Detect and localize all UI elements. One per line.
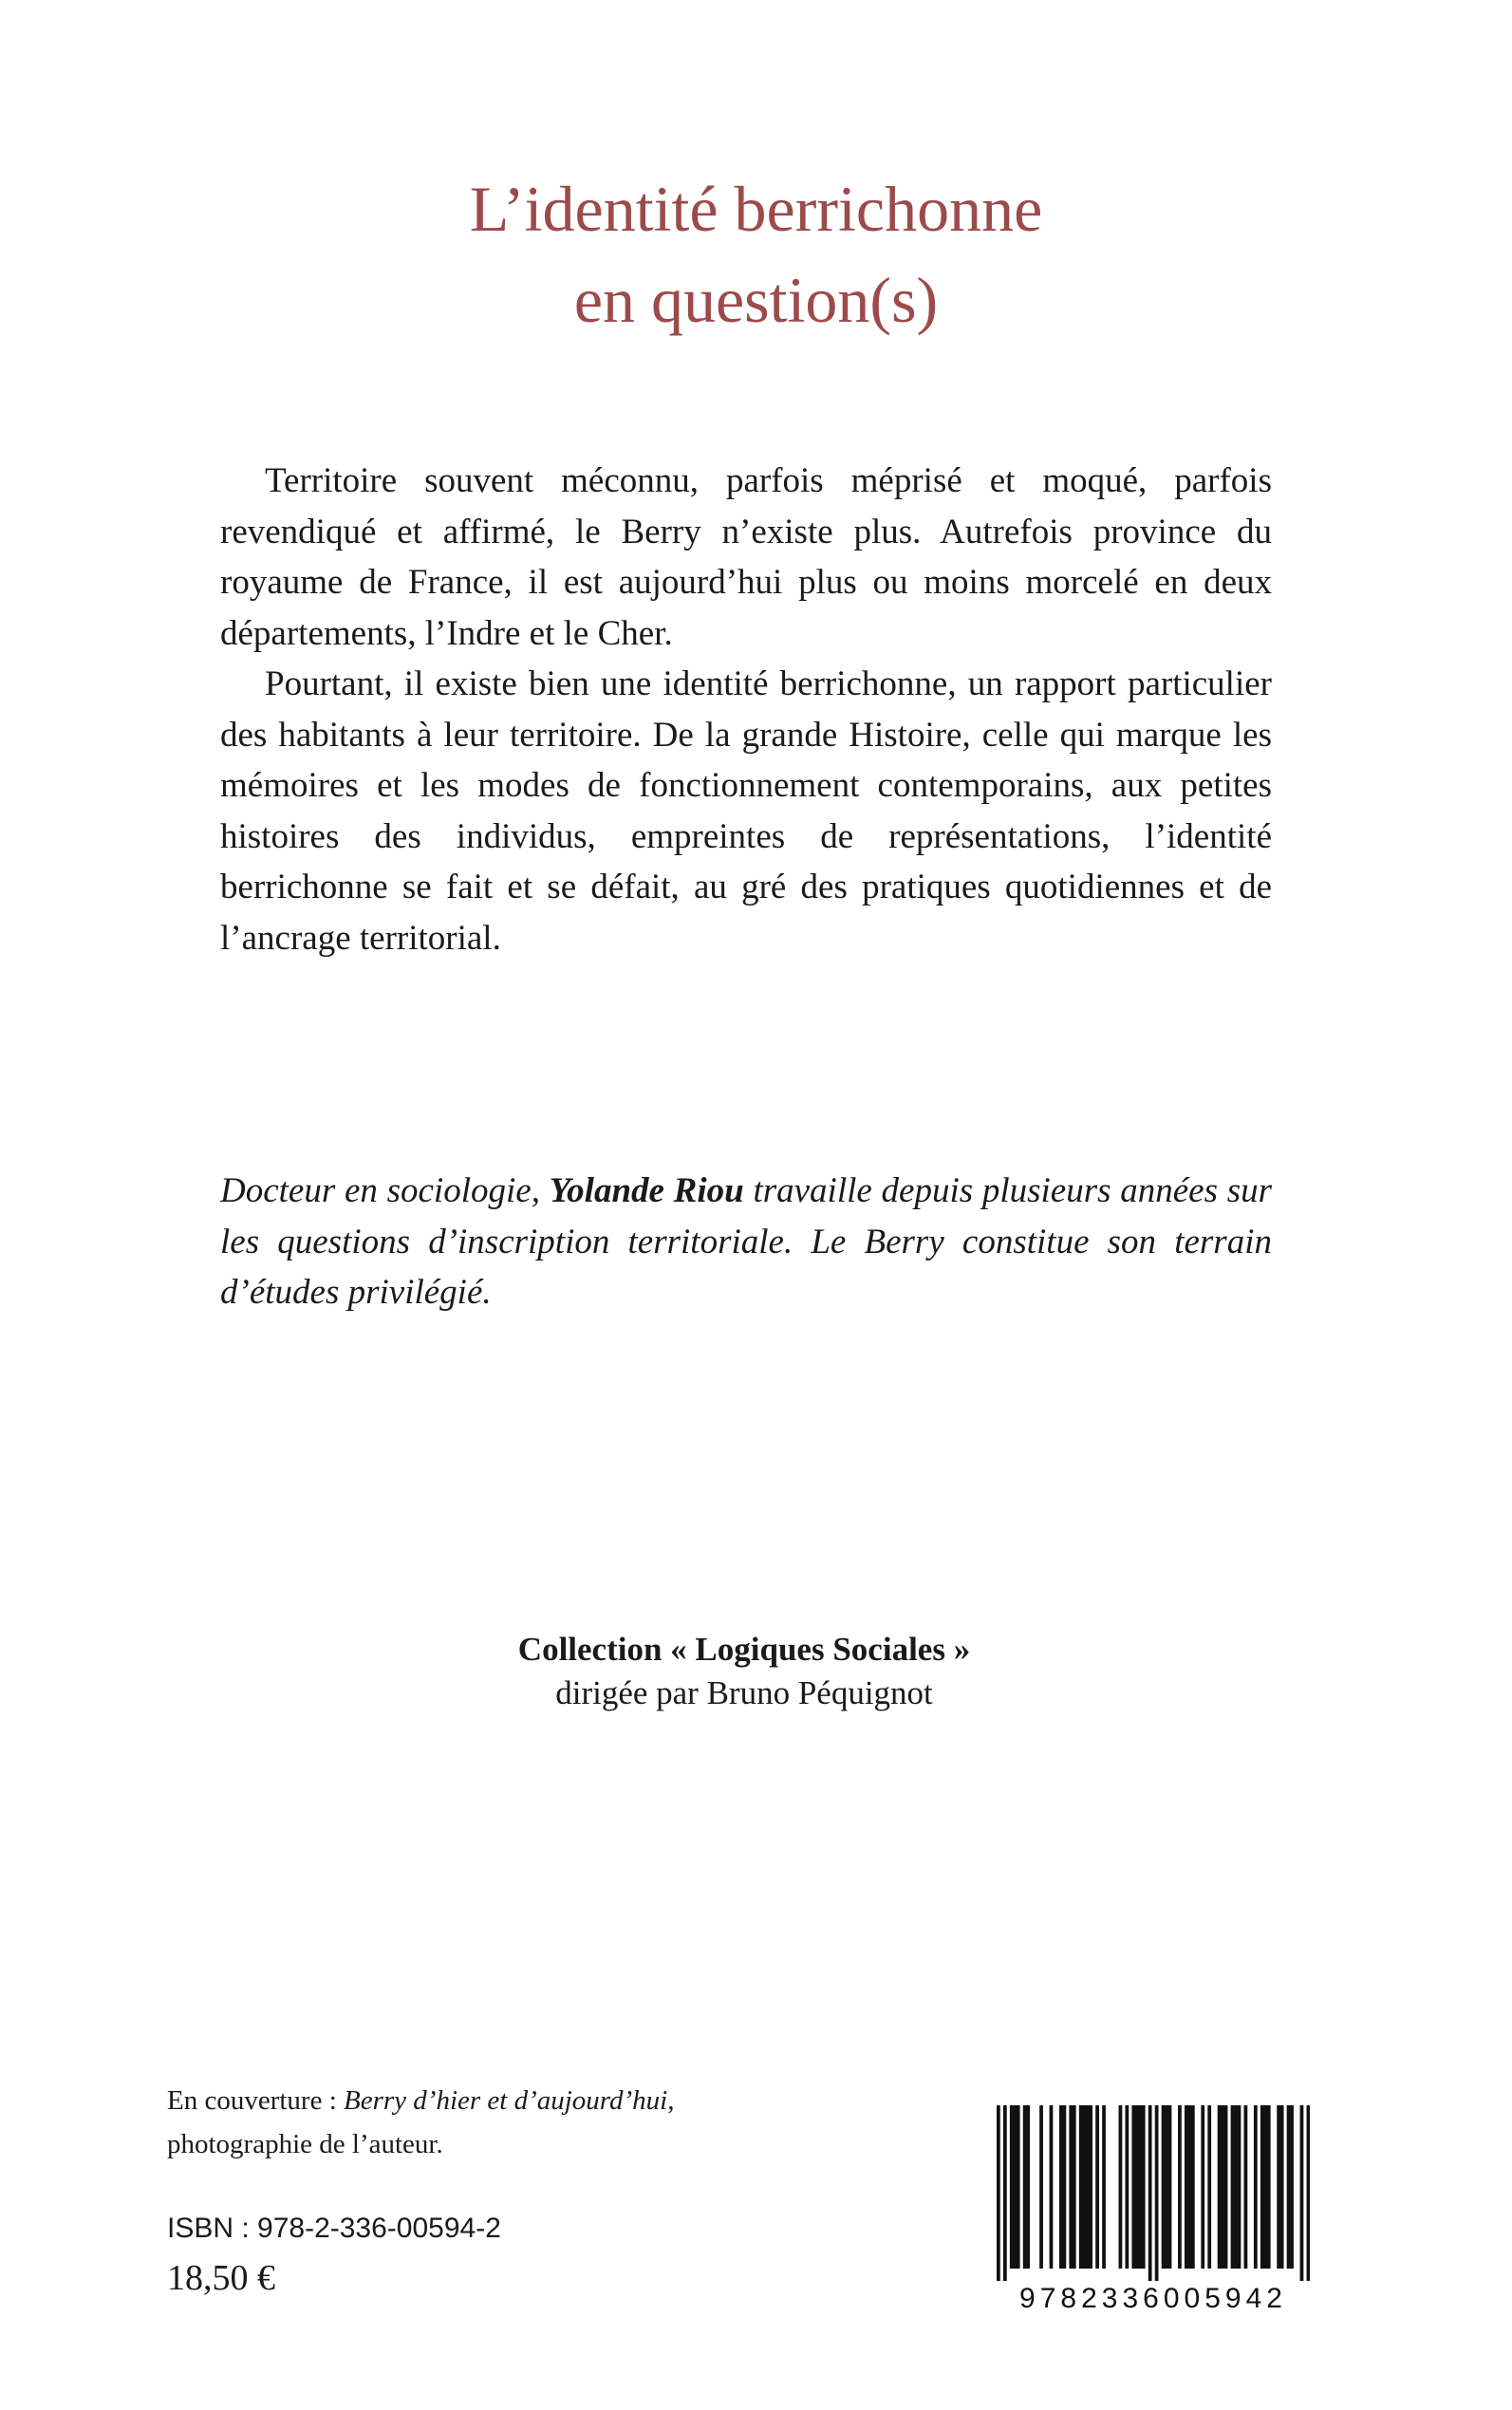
- barcode-bar: [1307, 2105, 1310, 2281]
- barcode-bar: [1148, 2105, 1152, 2281]
- barcode-bar: [1073, 2105, 1076, 2269]
- barcode-bar: [1010, 2105, 1014, 2269]
- summary-paragraph-2: Pourtant, il existe bien une identité berrichonne, un rapport particulier des habitants à leur territoire. De la grande Histoire, celle qui marque les mémoires et les modes de fonctionnement contemporains, aux petites histoires des individus, empreintes de représentations, l’identité berrichonne se fait et se défait, au gré des pratiques quotidiennes et de l’ancrage territorial.: [220, 664, 1272, 958]
- barcode-bar: [1050, 2105, 1054, 2269]
- barcode-bar: [1185, 2105, 1188, 2269]
- barcode-bar: [1135, 2105, 1139, 2269]
- collection-name: Collection « Logiques Sociales »: [517, 1631, 971, 1668]
- price: 18,50 €: [167, 2258, 275, 2298]
- barcode-bar: [1287, 2105, 1291, 2269]
- barcode-bar: [1082, 2105, 1086, 2269]
- barcode-bar: [1280, 2105, 1284, 2269]
- barcode-bar: [1201, 2105, 1204, 2269]
- barcode-bar: [1178, 2105, 1182, 2269]
- book-title: [0, 163, 1512, 346]
- barcode-bar: [1165, 2105, 1168, 2269]
- collection-director: dirigée par Bruno Péquignot: [555, 1674, 933, 1711]
- barcode: [997, 2105, 1310, 2314]
- barcode-digits: 9782336005942: [1019, 2283, 1287, 2314]
- barcode-bar: [1260, 2105, 1264, 2269]
- barcode-bar: [1026, 2105, 1030, 2269]
- barcode-bar: [1102, 2105, 1106, 2269]
- barcode-bar: [1089, 2105, 1092, 2269]
- book-title-line-2: en question(s): [573, 264, 939, 336]
- barcode-bar: [1023, 2105, 1027, 2269]
- barcode-bar: [1191, 2105, 1195, 2269]
- author-name: Yolande Riou: [549, 1171, 744, 1210]
- barcode-bar: [1254, 2105, 1258, 2269]
- barcode-bar: [1207, 2105, 1211, 2269]
- barcode-bar: [1238, 2105, 1241, 2269]
- author-bio: [220, 1166, 1272, 1318]
- barcode-bar: [1231, 2105, 1235, 2269]
- barcode-bar: [1155, 2105, 1159, 2281]
- barcode-bar: [1079, 2105, 1083, 2269]
- cover-credit: [167, 2079, 674, 2166]
- cover-credit-line-2: photographie de l’auteur.: [167, 2129, 443, 2159]
- barcode-bar: [1095, 2105, 1099, 2269]
- summary-paragraph-1: Territoire souvent méconnu, parfois méprisé et moqué, parfois revendiqué et affirmé, le Berry n’existe plus. Autrefois province du royaume de France, il est aujourd’hui plus ou moins morcelé en deux départements, l’Indre et le Cher.: [220, 461, 1272, 653]
- collection-info: [0, 1628, 1488, 1715]
- barcode-bar: [1290, 2105, 1294, 2269]
- barcode-bar: [1244, 2105, 1248, 2269]
- barcode-bar: [1162, 2105, 1166, 2269]
- barcode-bar: [1039, 2105, 1043, 2269]
- barcode-bar: [1059, 2105, 1063, 2269]
- cover-credit-suffix: ,: [667, 2085, 675, 2116]
- book-summary: [220, 456, 1272, 963]
- barcode-bar: [1142, 2105, 1146, 2269]
- barcode-bar: [1013, 2105, 1017, 2269]
- barcode-bar: [1187, 2105, 1191, 2269]
- cover-photo-title: Berry d’hier et d’aujourd’hui: [344, 2085, 668, 2116]
- barcode-bar: [1062, 2105, 1066, 2269]
- barcode-bar: [1125, 2105, 1129, 2269]
- barcode-bar: [1003, 2105, 1007, 2281]
- cover-credit-prefix: En couverture :: [167, 2085, 345, 2116]
- barcode-bar: [1263, 2105, 1267, 2269]
- barcode-bar: [1234, 2105, 1238, 2269]
- barcode-bar: [1119, 2105, 1123, 2269]
- barcode-bar: [1277, 2105, 1280, 2269]
- barcode-bar: [1218, 2105, 1222, 2269]
- barcode-bar: [1168, 2105, 1172, 2269]
- book-title-line-1: L’identité berrichonne: [469, 173, 1043, 245]
- author-bio-intro: Docteur en sociologie,: [220, 1171, 550, 1210]
- barcode-bar: [1131, 2105, 1135, 2269]
- barcode-bar: [1069, 2105, 1073, 2269]
- barcode-bar: [1224, 2105, 1228, 2269]
- barcode-bar: [1086, 2105, 1090, 2269]
- barcode-bar: [1267, 2105, 1271, 2269]
- author-bio-text: travaille depuis plusieurs années sur les questions d’inscription territoriale. Le Berry constitue son terrain d’études privilégié.: [220, 1171, 1273, 1312]
- barcode-bar: [1221, 2105, 1224, 2269]
- barcode-bar: [1300, 2105, 1304, 2281]
- barcode-bar: [1017, 2105, 1020, 2269]
- isbn-number: ISBN : 978-2-336-00594-2: [167, 2213, 501, 2244]
- barcode-bar: [1138, 2105, 1142, 2269]
- barcode-bar: [997, 2105, 1000, 2281]
- barcode-icon: [997, 2105, 1310, 2314]
